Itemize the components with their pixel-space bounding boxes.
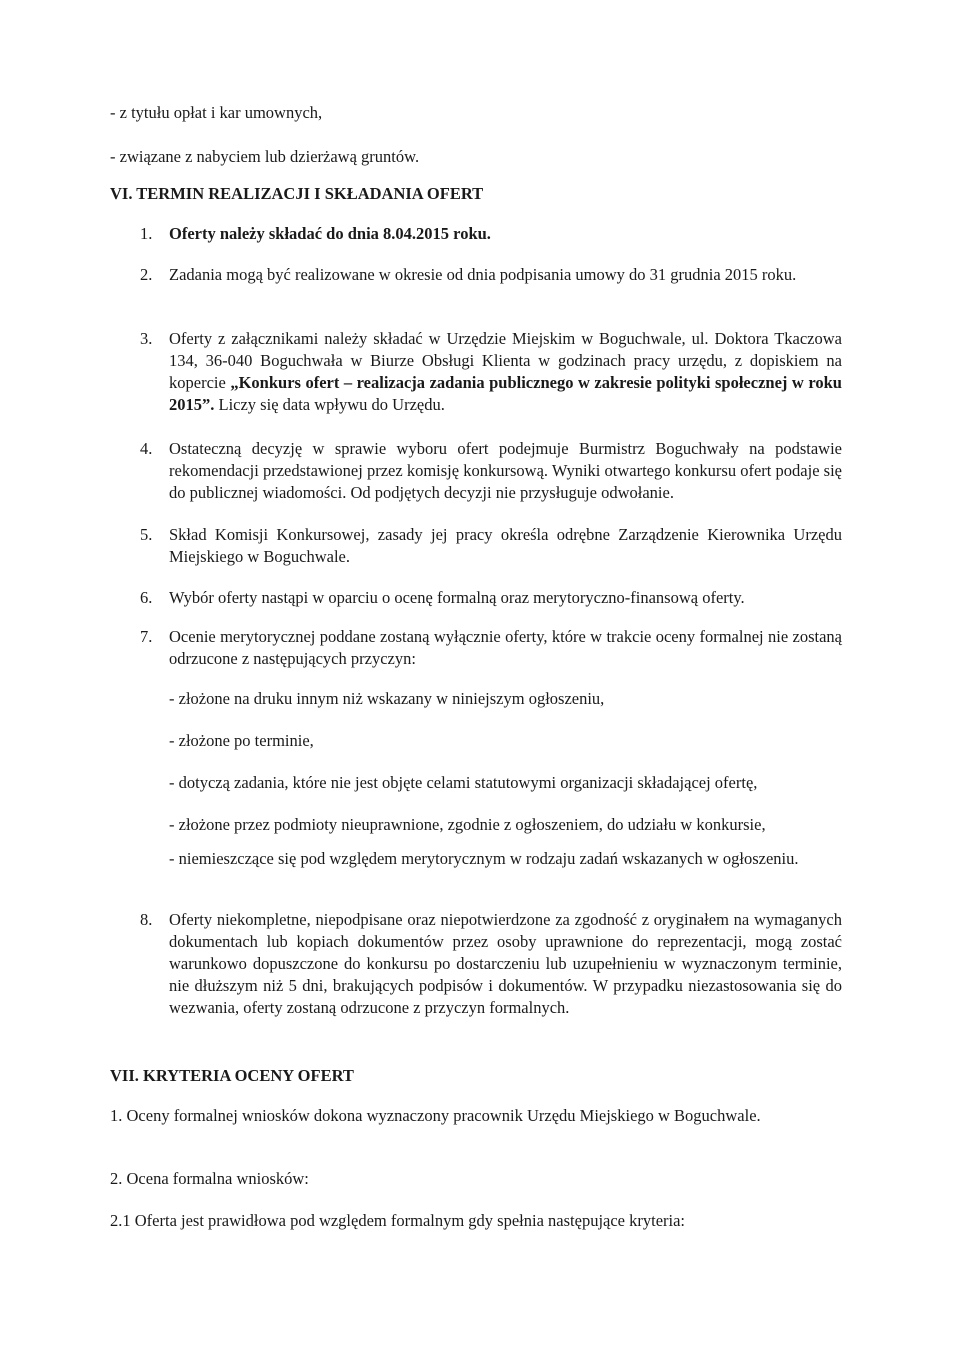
item-number: 6. xyxy=(140,588,153,607)
reason-item: - dotyczą zadania, które nie jest objęte celami statutowymi organizacji składającej ofertę, xyxy=(169,773,758,792)
intro-line: - z tytułu opłat i kar umownych, xyxy=(110,103,323,122)
item-number: 3. xyxy=(140,329,153,348)
item-text: Skład Komisji Konkursowej, zasady jej pracy określa odrębne Zarządzenie Kierownika Urzędu Miejskiego w Boguchwale. xyxy=(169,525,842,566)
item-text: Oferty niekompletne, niepodpisane oraz niepotwierdzone za zgodność z oryginałem na wymaganych dokumentach lub kopiach dokumentów przez osoby uprawnione do reprezentacji, mogą zostać warunkowo dopuszczone do konkursu po dostarczeniu lub uzupełnieniu w wyznaczonym terminie, nie dłuższym niż 5 dni, brakujących podpisów i dokumentów. W przypadku niezastosowania się do wezwania, oferty zostaną odrzucone z przyczyn formalnych. xyxy=(169,910,842,1017)
item-text: Zadania mogą być realizowane w okresie od dnia podpisania umowy do 31 grudnia 2015 roku. xyxy=(169,265,797,284)
reason-item: - złożone po terminie, xyxy=(169,731,314,750)
paragraph: 1. Oceny formalnej wniosków dokona wyznaczony pracownik Urzędu Miejskiego w Boguchwale. xyxy=(110,1106,761,1125)
item-number: 4. xyxy=(140,439,153,458)
reason-item: - złożone przez podmioty nieuprawnione, zgodnie z ogłoszeniem, do udziału w konkursie, xyxy=(169,815,766,834)
section-heading: VII. KRYTERIA OCENY OFERT xyxy=(110,1066,354,1085)
item-number: 8. xyxy=(140,910,153,929)
item-number: 5. xyxy=(140,525,153,544)
section-heading: VI. TERMIN REALIZACJI I SKŁADANIA OFERT xyxy=(110,184,484,203)
item-text: Ostateczną decyzję w sprawie wyboru ofert podejmuje Burmistrz Boguchwały na podstawie rekomendacji przedstawionej przez komisję konkursową. Wyniki otwartego konkursu ofert podaje się do publicznej wiadomości. Od podjętych decyzji nie przysługuje odwołanie. xyxy=(169,439,842,502)
item-text-part: Liczy się data wpływu do Urzędu. xyxy=(214,395,445,414)
item-text: Wybór oferty nastąpi w oparciu o ocenę formalną oraz merytoryczno-finansową oferty. xyxy=(169,588,745,607)
item-number: 1. xyxy=(140,224,153,243)
item-text: Oferty należy składać do dnia 8.04.2015 roku. xyxy=(169,224,491,243)
item-text: Ocenie merytorycznej poddane zostaną wyłącznie oferty, które w trakcie oceny formalnej nie zostaną odrzucone z następujących przyczyn: xyxy=(169,627,842,668)
item-number: 2. xyxy=(140,265,153,284)
item-number: 7. xyxy=(140,627,153,646)
intro-line: - związane z nabyciem lub dzierżawą gruntów. xyxy=(110,147,420,166)
paragraph: 2. Ocena formalna wniosków: xyxy=(110,1169,309,1188)
item-text-part: Oferty z załącznikami należy składać w Urzędzie Miejskim w Boguchwale, ul. Doktora Tkaczowa 134, 36-040 Boguchwała w Biurze Obsługi Klienta w godzinach pracy urzędu, z dopiskiem na kopercie xyxy=(169,329,842,392)
envelope-label: „Konkurs ofert – realizacja zadania publicznego w zakresie polityki społecznej w roku 2015”. xyxy=(169,373,842,414)
reason-item: - złożone na druku innym niż wskazany w niniejszym ogłoszeniu, xyxy=(169,689,605,708)
reason-item: - niemieszczące się pod względem merytorycznym w rodzaju zadań wskazanych w ogłoszeniu. xyxy=(169,849,799,868)
item-text xyxy=(169,328,842,416)
paragraph: 2.1 Oferta jest prawidłowa pod względem formalnym gdy spełnia następujące kryteria: xyxy=(110,1211,686,1230)
